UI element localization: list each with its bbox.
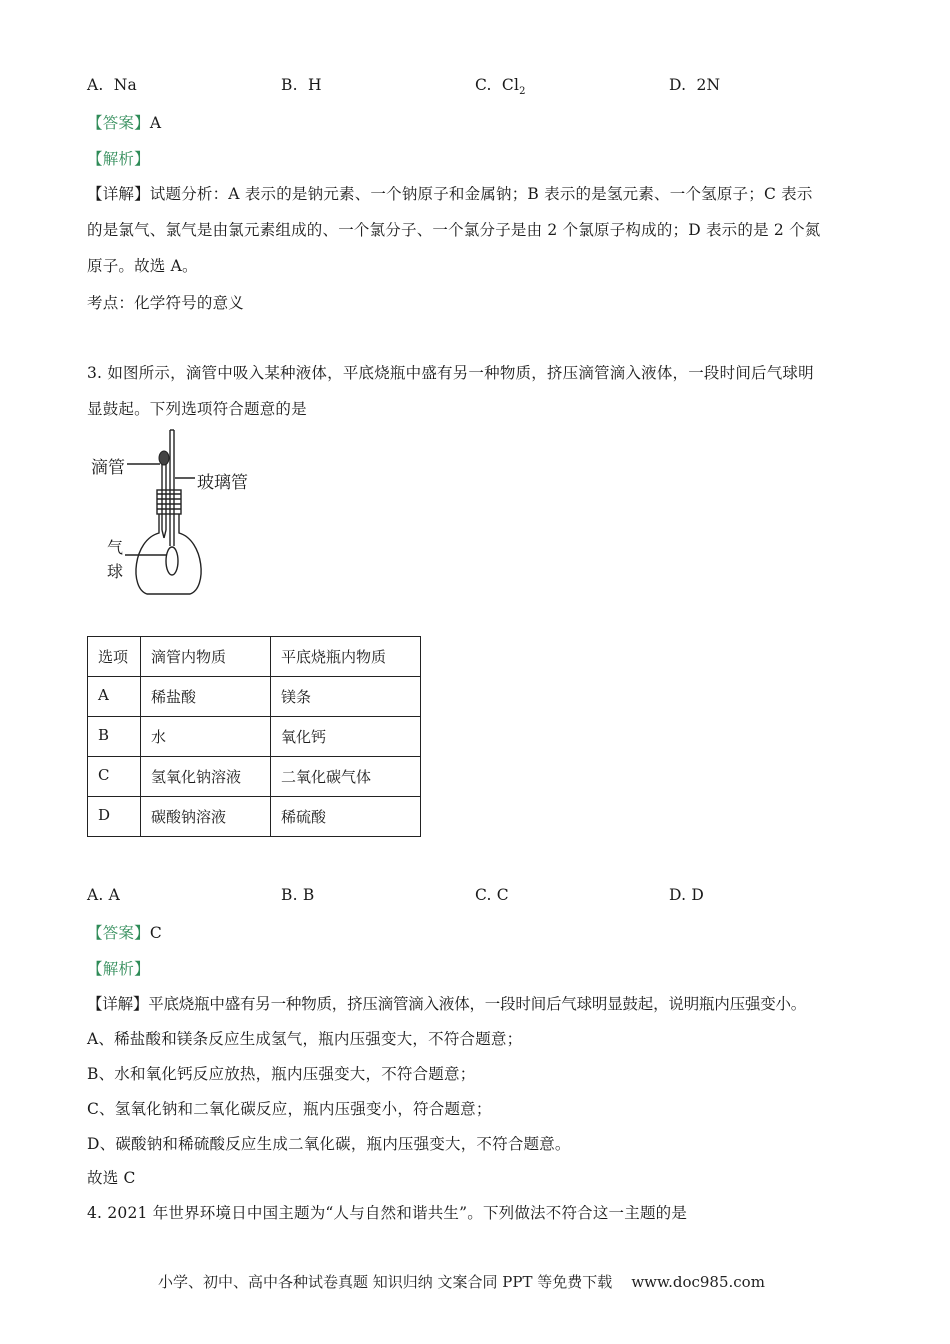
- option-text: Cl: [501, 76, 520, 94]
- table-header-row: [88, 637, 421, 677]
- q3-detail-line-1: 【详解】平底烧瓶中盛有另一种物质，挤压滴管滴入液体，一段时间后气球明显鼓起，说明瓶内压强变小。: [87, 995, 807, 1013]
- table-cell: B: [88, 717, 141, 757]
- q2-answer: [87, 111, 161, 133]
- answer-value: A: [149, 114, 162, 132]
- footer-text: 小学、初中、高中各种试卷真题 知识归纳 文案合同 PPT 等免费下载: [158, 1273, 613, 1291]
- answer-label: 【答案】: [87, 924, 150, 942]
- answer-value: C: [149, 924, 162, 942]
- label-balloon-1: 气: [107, 538, 124, 557]
- table-row: [88, 717, 421, 757]
- flask-drawing: [87, 428, 267, 598]
- option-text: Na: [113, 76, 138, 94]
- options-table: [87, 636, 421, 837]
- q2-detail-line-2: 的是氯气、氯气是由氯元素组成的、一个氯分子、一个氯分子是由 2 个氯原子构成的；D 表示的是 2 个氮: [87, 221, 821, 239]
- q2-analysis-label: 【解析】: [87, 150, 150, 168]
- q4-stem: 4. 2021 年世界环境日中国主题为“人与自然和谐共生”。下列做法不符合这一主题的是: [87, 1204, 688, 1222]
- footer-url[interactable]: www.doc985.com: [631, 1273, 765, 1291]
- q2-option-c: [475, 76, 526, 97]
- table-cell: 稀硫酸: [271, 797, 421, 837]
- q3-option-c: C. C: [475, 886, 509, 904]
- q3-detail-line-2: A、稀盐酸和镁条反应生成氢气，瓶内压强变大，不符合题意；: [87, 1030, 523, 1048]
- q2-option-a: [87, 76, 137, 94]
- q3-option-a: A. A: [87, 886, 121, 904]
- option-text: H: [307, 76, 322, 94]
- page-footer: [158, 1271, 765, 1292]
- option-letter: B.: [281, 76, 298, 94]
- q3-analysis-label: 【解析】: [87, 960, 150, 978]
- q3-option-d: D. D: [669, 886, 704, 904]
- q3-stem-line-1: 3. 如图所示，滴管中吸入某种液体，平底烧瓶中盛有另一种物质，挤压滴管滴入液体，一段时间后气球明: [87, 364, 814, 382]
- q2-kaodian: 考点：化学符号的意义: [87, 294, 245, 312]
- table-cell: 水: [141, 717, 271, 757]
- table-cell: C: [88, 757, 141, 797]
- table-cell: 稀盐酸: [141, 677, 271, 717]
- option-text: 2N: [696, 76, 721, 94]
- q2-detail-line-3: 原子。故选 A。: [87, 257, 198, 275]
- table-cell: A: [88, 677, 141, 717]
- q3-detail-line-6: 故选 C: [87, 1169, 136, 1187]
- table-header-cell: 选项: [88, 637, 141, 677]
- q3-detail-line-4: C、氢氧化钠和二氧化碳反应，瓶内压强变小，符合题意；: [87, 1100, 492, 1118]
- table-cell: 氧化钙: [271, 717, 421, 757]
- option-letter: A.: [87, 76, 104, 94]
- table-row: [88, 757, 421, 797]
- q2-option-d: [669, 76, 720, 94]
- table-row: [88, 797, 421, 837]
- q3-detail-line-5: D、碳酸钠和稀硫酸反应生成二氧化碳，瓶内压强变大，不符合题意。: [87, 1135, 571, 1153]
- table-header-cell: 平底烧瓶内物质: [271, 637, 421, 677]
- q2-option-b: [281, 76, 322, 94]
- q3-answer: [87, 921, 162, 943]
- answer-label: 【答案】: [87, 114, 150, 132]
- table-cell: 碳酸钠溶液: [141, 797, 271, 837]
- table-header-cell: 滴管内物质: [141, 637, 271, 677]
- table-row: [88, 677, 421, 717]
- label-dropper: 滴管: [91, 458, 125, 478]
- table-cell: 氢氧化钠溶液: [141, 757, 271, 797]
- option-letter: C.: [475, 76, 492, 94]
- label-balloon-2: 球: [107, 562, 124, 581]
- q3-option-b: B. B: [281, 886, 315, 904]
- table-cell: 镁条: [271, 677, 421, 717]
- q3-detail-line-3: B、水和氧化钙反应放热，瓶内压强变大，不符合题意；: [87, 1065, 476, 1083]
- table-cell: 二氧化碳气体: [271, 757, 421, 797]
- table-cell: D: [88, 797, 141, 837]
- option-subscript: 2: [519, 86, 526, 98]
- q2-detail-line-1: 【详解】试题分析：A 表示的是钠元素、一个钠原子和金属钠；B 表示的是氢元素、一个氢原子；C 表示: [87, 185, 813, 203]
- label-glass-tube: 玻璃管: [197, 473, 248, 493]
- option-letter: D.: [669, 76, 687, 94]
- q3-stem-line-2: 显鼓起。下列选项符合题意的是: [87, 400, 307, 418]
- apparatus-figure: [87, 428, 267, 598]
